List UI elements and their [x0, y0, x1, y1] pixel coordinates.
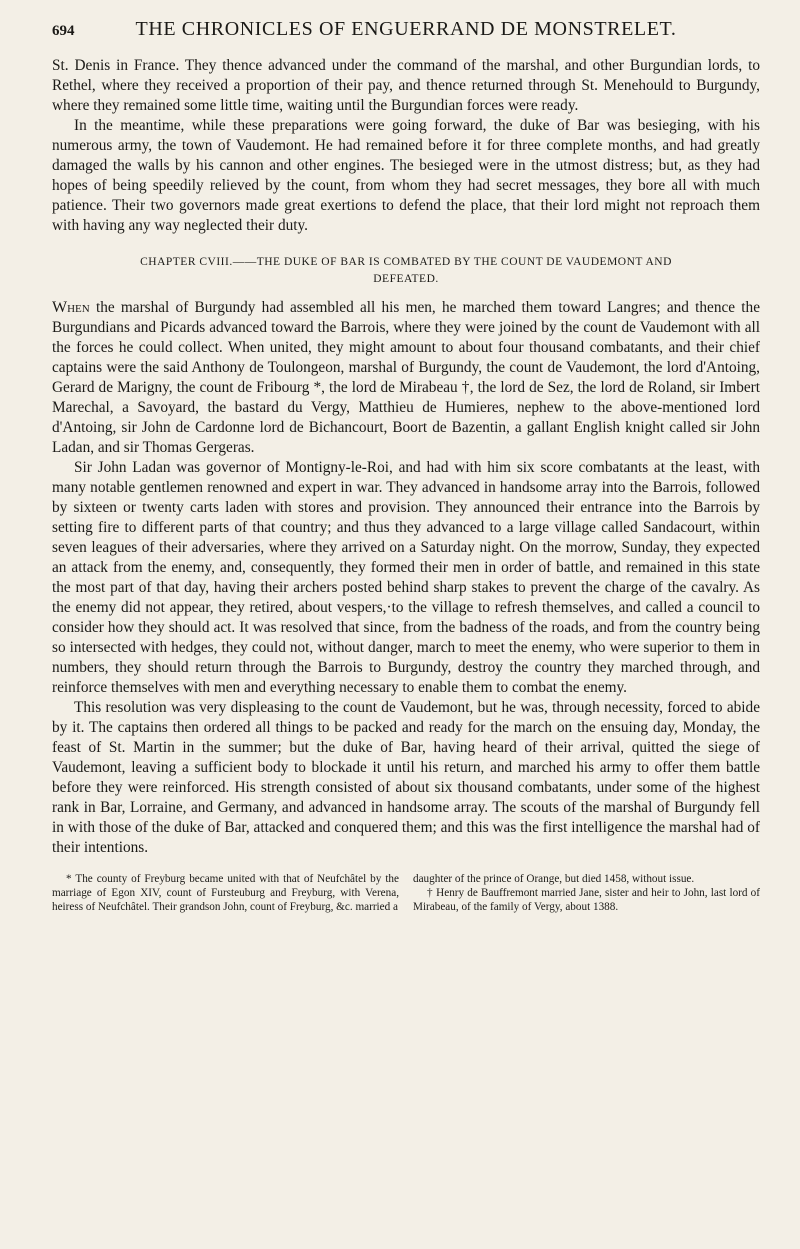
chapter-paragraph-1 [52, 298, 760, 458]
footnote-fribourg-continued: daughter of the prince of Orange, but died 1458, without issue. [413, 873, 695, 885]
footnote-fribourg: * The county of Freyburg became united with that of Neufchâtel by the marriage of Egon XIV, count of Fursteuburg and Freyburg, with Verena, heiress of Neufchâtel. Their grandson John, count of Freyburg, &c. married a [52, 873, 399, 913]
first-word: When [52, 299, 90, 316]
running-title: THE CHRONICLES OF ENGUERRAND DE MONSTRELET. [135, 18, 677, 40]
intro-paragraph-1: St. Denis in France. They thence advanced under the command of the marshal, and other Burgundian lords, to Rethel, where they received a proportion of their pay, and thence returned through St. Menehould to Burgundy, where they remained some little time, waiting until the Burgundian forces were ready. [52, 57, 760, 114]
chapter-title-line2: DEFEATED. [373, 273, 439, 285]
chapter-dash: —— [232, 256, 257, 268]
running-head [52, 18, 760, 56]
intro-paragraph-2: In the meantime, while these preparations were going forward, the duke of Bar was besieging, with his numerous army, the town of Vaudemont. He had remained before it for three complete months, and had greatly damaged the walls by his cannon and other engines. The besieged were in the utmost distress; but, as they had hopes of being speedily relieved by the count, from whom they had secret messages, they bore all with much patience. Their two governors made great exertions to defend the place, that their lord might not reproach them with having any way neglected their duty. [52, 117, 760, 234]
chapter-title-line1: THE DUKE OF BAR IS COMBATED BY THE COUNT DE VAUDEMONT AND [256, 256, 672, 268]
chapter-heading [52, 254, 760, 288]
chapter-paragraph-3: This resolution was very displeasing to the count de Vaudemont, but he was, through necessity, forced to abide by it. The captains then ordered all things to be packed and ready for the march on the ensuing day, Monday, the feast of St. Martin in the summer; but the duke of Bar, having heard of their arrival, quitted the siege of Vaudemont, leaving a sufficient body to blockade it until his return, and marched his army to offer them battle before they were reinforced. His strength consisted of about six thousand combatants, under some of the highest rank in Bar, Lorraine, and Germany, and advanced in handsome array. The scouts of the marshal of Burgundy fell in with those of the duke of Bar, attacked and conquered them; and this was the first intelligence the marshal had of their intentions. [52, 699, 760, 856]
chapter-number: CHAPTER CVIII. [140, 256, 233, 268]
page-number: 694 [52, 23, 75, 39]
footnote-column-left [52, 872, 399, 914]
footnote-mirabeau: † Henry de Bauffremont married Jane, sister and heir to John, last lord of Mirabeau, of the family of Vergy, about 1388. [413, 887, 760, 913]
footnote-column-right [413, 872, 760, 914]
footnotes [52, 872, 760, 914]
first-paragraph-rest: the marshal of Burgundy had assembled all his men, he marched them toward Langres; and thence the Burgundians and Picards advanced toward the Barrois, where they were joined by the count de Vaudemont with all the forces he could collect. When united, they might amount to about four thousand combatants, and their chief captains were the said Anthony de Toulongeon, marshal of Burgundy, the count de Vaudemont, the lord d'Antoing, Gerard de Marigny, the count de Fribourg *, the lord de Mirabeau †, the lord de Sez, the lord de Roland, sir Imbert Marechal, a Savoyard, the bastard du Vergy, Matthieu de Humieres, nephew to the above-mentioned lord d'Antoing, sir John de Cardonne lord de Bichancourt, Boort de Bazentin, a gallant English knight called sir John Ladan, and sir Thomas Gergeras. [52, 299, 760, 456]
chapter-paragraph-2: Sir John Ladan was governor of Montigny-le-Roi, and had with him six score combatants at the least, with many notable gentlemen renowned and expert in war. They advanced in handsome array into the Barrois, followed by sixteen or twenty carts laden with stores and provision. They announced their entrance into the Barrois by setting fire to different parts of that country; and thus they advanced to a large village called Sandacourt, within seven leagues of their adversaries, where they arrived on a Saturday night. On the morrow, Sunday, they expected an attack from the enemy, and, consequently, they formed their men in order of battle, and remained in this state the most part of that day, having their archers posted behind sharp stakes to prevent the charge of the cavalry. As the enemy did not appear, they retired, about vespers,·to the village to refresh themselves, and called a council to consider how they should act. It was resolved that since, from the badness of the roads, and from the country being so intersected with hedges, they could not, without danger, march to meet the enemy, who were superior to them in numbers, they should return through the Barrois to Burgundy, destroy the country they marched through, and reinforce themselves with men and everything necessary to enable them to combat the enemy. [52, 459, 760, 696]
